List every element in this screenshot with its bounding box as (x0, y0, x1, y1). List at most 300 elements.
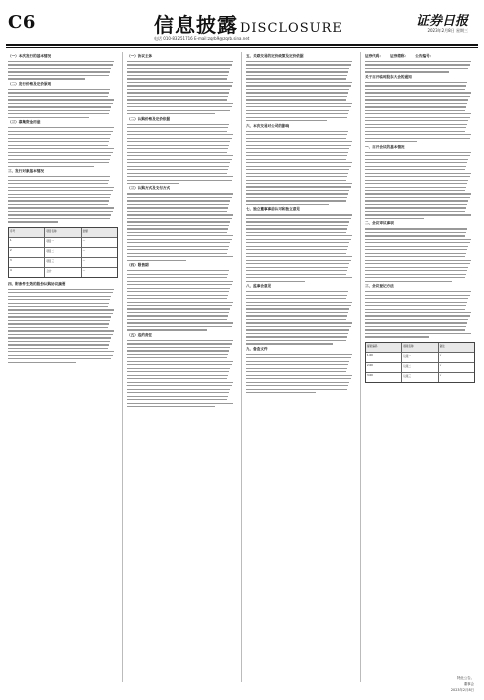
text-line (8, 306, 108, 307)
data-table (8, 227, 118, 278)
text-line (8, 187, 114, 188)
text-block (127, 340, 237, 407)
text-line (365, 295, 470, 296)
text-line (8, 358, 111, 359)
text-line (127, 197, 232, 198)
text-line (246, 89, 349, 90)
table-cell: — (82, 248, 86, 252)
text-line (8, 190, 113, 191)
text-line (365, 322, 467, 323)
text-line (127, 207, 228, 208)
text-line (127, 68, 230, 69)
text-column-3 (246, 52, 356, 682)
text-line (127, 85, 232, 86)
text-block (127, 124, 237, 184)
text-line (8, 303, 109, 304)
text-line (246, 343, 333, 344)
text-line (127, 281, 233, 282)
text-line (8, 355, 113, 356)
text-line (127, 228, 228, 229)
text-line (246, 61, 352, 62)
text-line (246, 333, 348, 334)
text-line (246, 274, 346, 275)
text-line (127, 364, 232, 365)
text-line (246, 96, 347, 97)
table-header-cell: 金额 (82, 229, 88, 233)
text-line (127, 368, 230, 369)
text-line (8, 159, 110, 160)
text-line (365, 159, 468, 160)
text-line (127, 89, 230, 90)
table-row (9, 258, 117, 268)
header-rule-thin (6, 47, 478, 48)
section-heading: （五）违约责任 (127, 332, 153, 337)
text-line (8, 323, 109, 324)
text-line (127, 103, 233, 104)
text-line (246, 138, 346, 139)
table-cell: 2 (9, 248, 45, 257)
section-heading: （四）限售期 (127, 263, 149, 268)
text-line (127, 183, 179, 184)
section-heading: 关于召开临时股东大会的通知 (365, 74, 412, 79)
text-line (246, 267, 348, 268)
text-line (127, 406, 215, 407)
text-line (365, 302, 467, 303)
text-line (127, 155, 233, 156)
text-line (246, 190, 349, 191)
text-line (127, 256, 233, 257)
text-line (365, 277, 465, 278)
text-line (365, 193, 471, 194)
table-cell: — (82, 258, 86, 262)
section-title (154, 9, 343, 38)
text-line (127, 61, 233, 62)
text-line (246, 364, 348, 365)
text-line (246, 361, 349, 362)
text-block (365, 228, 475, 281)
text-line (246, 385, 348, 386)
text-line (246, 159, 346, 160)
table-cell: 议案三 (402, 373, 438, 382)
text-line (8, 75, 109, 76)
text-line (246, 354, 352, 355)
footer-line: 特此公告。 (457, 676, 474, 680)
text-line (365, 127, 466, 128)
text-line (127, 221, 230, 222)
text-line (246, 302, 352, 303)
text-line (365, 270, 467, 271)
text-line (246, 193, 348, 194)
text-line (8, 299, 110, 300)
text-line (8, 207, 114, 208)
text-line (8, 134, 111, 135)
text-line (246, 155, 347, 156)
text-line (246, 176, 347, 177)
text-line (127, 361, 233, 362)
text-line (246, 382, 349, 383)
text-line (246, 82, 352, 83)
table-cell: √ (439, 353, 442, 357)
text-line (246, 389, 347, 390)
table-row (9, 248, 117, 258)
text-line (365, 64, 470, 65)
text-line (365, 134, 471, 135)
text-line (127, 162, 230, 163)
text-block (246, 61, 356, 121)
text-line (246, 78, 346, 79)
text-line (127, 124, 229, 125)
column-divider (241, 52, 242, 682)
text-line (365, 190, 465, 191)
text-line (8, 211, 113, 212)
text-line (127, 270, 229, 271)
text-block (127, 61, 237, 114)
text-line (8, 78, 85, 79)
table-row (9, 238, 117, 248)
text-line (246, 242, 349, 243)
table-header-cell: 项目名称 (45, 228, 81, 237)
text-line (365, 82, 467, 83)
text-column-4 (365, 52, 475, 682)
table-cell: 项目二 (45, 248, 81, 257)
text-line (127, 204, 229, 205)
text-line (246, 173, 348, 174)
text-line (365, 169, 465, 170)
text-line (365, 204, 467, 205)
text-line (365, 263, 470, 264)
text-line (127, 326, 232, 327)
text-line (127, 315, 228, 316)
text-line (246, 214, 352, 215)
text-line (365, 166, 466, 167)
header-rule (6, 44, 478, 46)
section-heading: 九、备查文件 (246, 346, 268, 351)
text-line (127, 378, 227, 379)
text-line (8, 194, 111, 195)
text-line (8, 113, 109, 114)
section-heading: （三）认购方式及支付方式 (127, 186, 171, 191)
text-line (365, 117, 470, 118)
text-block (8, 89, 118, 118)
text-line (127, 127, 228, 128)
text-line (127, 312, 229, 313)
text-line (8, 141, 109, 142)
text-line (365, 141, 417, 142)
text-line (127, 82, 233, 83)
text-line (127, 211, 227, 212)
text-line (127, 396, 228, 397)
section-heading: 四、附条件生效的股份认购协议摘要 (8, 281, 66, 286)
text-line (127, 225, 229, 226)
section-title-cn: 信息披露 (154, 13, 238, 37)
text-line (246, 239, 351, 240)
text-line (365, 61, 471, 62)
section-heading: 六、本次交易对公司的影响 (246, 123, 290, 128)
text-line (365, 180, 468, 181)
text-line (127, 371, 229, 372)
text-line (246, 117, 347, 118)
text-line (246, 378, 351, 379)
text-line (246, 152, 348, 153)
table-cell: 合计 (45, 268, 81, 277)
text-line (127, 64, 232, 65)
text-line (365, 155, 470, 156)
text-line (246, 200, 346, 201)
text-block (246, 354, 356, 394)
text-line (365, 267, 468, 268)
text-line (127, 302, 233, 303)
text-line (8, 89, 110, 90)
text-line (8, 309, 114, 310)
text-line (8, 183, 108, 184)
section-heading: 三、发行对象基本情况 (8, 169, 44, 174)
text-line (8, 71, 110, 72)
section-heading: 七、独立董事事前认可和独立意见 (246, 207, 300, 212)
table-header-cell: 提案名称 (402, 343, 438, 352)
text-line (127, 148, 228, 149)
text-line (127, 232, 227, 233)
text-line (246, 319, 346, 320)
text-line (127, 350, 229, 351)
text-line (246, 312, 348, 313)
text-line (127, 193, 233, 194)
text-block (365, 291, 475, 337)
text-line (365, 96, 470, 97)
text-line (127, 239, 232, 240)
text-line (127, 180, 232, 181)
table-cell: — (82, 268, 86, 272)
text-line (246, 305, 351, 306)
text-line (127, 253, 227, 254)
table-cell: √ (439, 363, 442, 367)
text-line (365, 89, 465, 90)
text-line (365, 253, 466, 254)
text-line (8, 320, 110, 321)
text-line (365, 211, 465, 212)
table-cell: 议案一 (402, 353, 438, 362)
text-line (127, 403, 233, 404)
table-header-row (9, 228, 117, 238)
table-header-cell: 提案编码 (366, 343, 402, 352)
page-header (6, 6, 478, 46)
text-block (8, 61, 118, 80)
text-line (365, 319, 468, 320)
section-heading: 证券代码： 证券简称： 公告编号： (365, 54, 434, 58)
text-line (8, 106, 111, 107)
text-line (127, 176, 233, 177)
text-line (8, 92, 109, 93)
text-line (246, 120, 327, 121)
text-line (246, 113, 348, 114)
text-line (127, 110, 230, 111)
text-line (8, 296, 111, 297)
text-line (127, 138, 232, 139)
table-cell: 1 (9, 238, 45, 247)
text-line (365, 152, 471, 153)
text-line (127, 319, 227, 320)
text-line (127, 295, 228, 296)
text-line (246, 368, 347, 369)
text-line (365, 228, 467, 229)
text-line (246, 166, 351, 167)
text-line (8, 334, 113, 335)
text-line (246, 169, 349, 170)
text-line (365, 113, 471, 114)
text-line (365, 312, 471, 313)
table-row (9, 268, 117, 277)
text-line (8, 117, 89, 118)
text-line (365, 71, 449, 72)
text-block (246, 131, 356, 205)
text-line (8, 348, 108, 349)
text-line (246, 68, 349, 69)
section-heading: （二）认购价格及定价依据 (127, 116, 171, 121)
text-line (365, 214, 471, 215)
table-cell: 4 (9, 268, 45, 277)
text-line (365, 246, 468, 247)
notice-footer (451, 674, 474, 692)
text-line (365, 305, 466, 306)
text-line (127, 159, 232, 160)
text-line (127, 274, 228, 275)
text-line (127, 284, 232, 285)
text-line (127, 235, 233, 236)
text-line (365, 120, 468, 121)
text-line (246, 371, 346, 372)
text-line (246, 235, 352, 236)
text-line (127, 99, 227, 100)
table-cell: √ (439, 373, 442, 377)
text-line (246, 392, 316, 393)
text-line (365, 274, 466, 275)
text-line (127, 340, 233, 341)
text-line (365, 197, 470, 198)
section-heading: （一）协议主体 (127, 54, 153, 58)
text-line (8, 218, 110, 219)
text-line (127, 218, 232, 219)
section-heading: 八、监事会意见 (246, 284, 272, 289)
text-line (127, 173, 227, 174)
text-line (127, 242, 230, 243)
text-block (8, 127, 118, 167)
table-cell: 2.00 (366, 363, 402, 372)
text-line (8, 289, 114, 290)
text-line (127, 308, 230, 309)
text-line (365, 92, 471, 93)
text-line (246, 291, 348, 292)
text-line (246, 106, 351, 107)
text-line (365, 183, 467, 184)
table-cell: 项目三 (45, 258, 81, 267)
table-cell: — (82, 238, 86, 242)
text-line (8, 200, 109, 201)
text-line (246, 228, 347, 229)
text-line (127, 288, 230, 289)
section-heading: 五、关联交易的定价政策及定价依据 (246, 54, 304, 58)
text-line (8, 204, 108, 205)
text-line (246, 221, 349, 222)
text-line (8, 138, 110, 139)
text-line (365, 232, 466, 233)
text-line (365, 329, 465, 330)
text-line (365, 162, 467, 163)
text-line (127, 113, 215, 114)
text-line (8, 214, 111, 215)
text-line (246, 225, 348, 226)
text-line (127, 78, 227, 79)
table-row (366, 363, 474, 373)
table-header-cell: 备注 (439, 344, 445, 348)
text-line (365, 85, 466, 86)
text-block (365, 61, 475, 73)
text-line (246, 183, 352, 184)
text-line (127, 106, 232, 107)
text-line (8, 176, 110, 177)
text-line (246, 295, 347, 296)
text-line (8, 292, 113, 293)
text-line (246, 281, 305, 282)
text-line (127, 214, 233, 215)
text-line (246, 246, 348, 247)
text-line (365, 207, 466, 208)
text-line (246, 99, 346, 100)
issue-date: 2023年2月8日 星期三 (427, 28, 468, 33)
text-line (127, 152, 227, 153)
text-block (127, 270, 237, 330)
text-line (8, 127, 114, 128)
text-line (127, 92, 229, 93)
text-line (365, 124, 467, 125)
text-line (127, 134, 233, 135)
text-line (365, 242, 470, 243)
text-block (127, 193, 237, 260)
text-line (246, 375, 352, 376)
text-line (8, 131, 113, 132)
text-line (8, 362, 76, 363)
text-line (127, 347, 230, 348)
text-line (246, 204, 329, 205)
text-line (127, 246, 229, 247)
text-line (8, 162, 109, 163)
text-line (8, 148, 114, 149)
text-line (127, 375, 228, 376)
text-line (246, 110, 349, 111)
section-heading: （二）发行价格及定价原则 (8, 81, 52, 86)
text-line (246, 256, 352, 257)
text-line (365, 173, 471, 174)
text-column-1 (8, 52, 118, 682)
text-line (365, 218, 424, 219)
column-divider (122, 52, 123, 682)
text-line (246, 263, 349, 264)
section-heading: 一、召开会议的基本情况 (365, 144, 405, 149)
text-line (246, 340, 346, 341)
data-table (365, 342, 475, 383)
section-title-en: DISCLOSURE (240, 21, 343, 36)
text-line (365, 256, 465, 257)
text-line (246, 277, 352, 278)
table-cell: 项目一 (45, 238, 81, 247)
text-line (246, 103, 352, 104)
text-line (246, 326, 351, 327)
text-line (246, 162, 352, 163)
text-line (127, 291, 229, 292)
text-line (365, 333, 471, 334)
text-line (8, 145, 108, 146)
text-block (246, 214, 356, 281)
section-heading: （一）本次发行的基本情况 (8, 54, 52, 58)
page-number: C6 (8, 12, 36, 33)
